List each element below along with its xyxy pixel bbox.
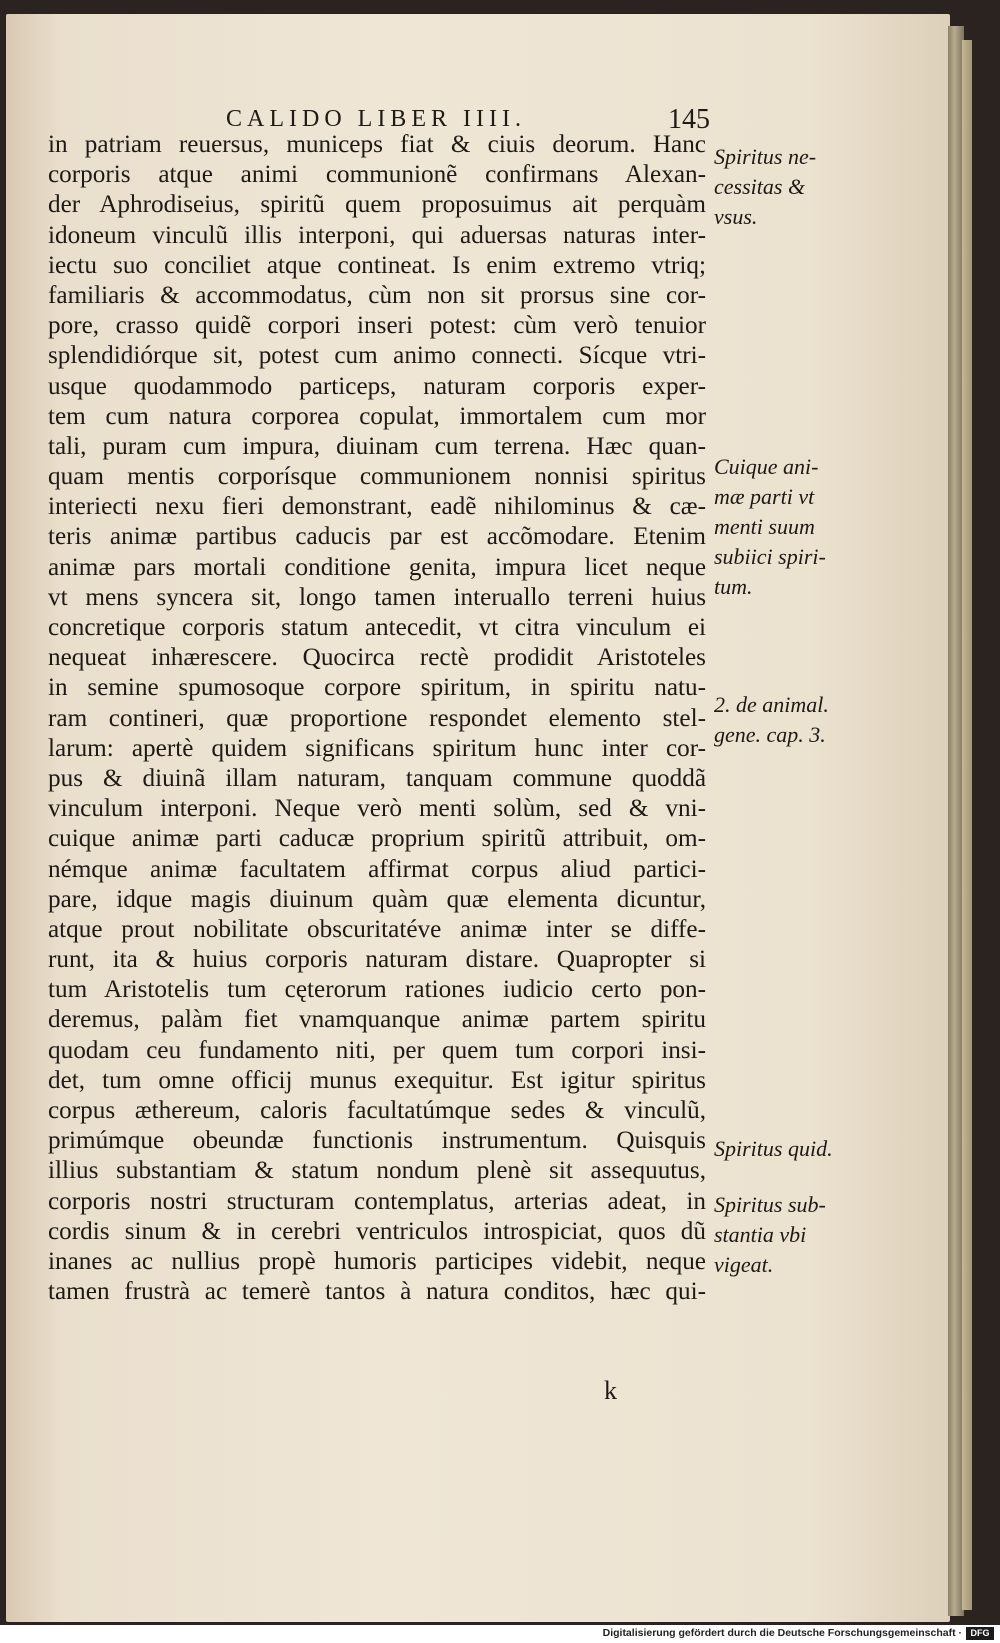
text-line: iectu suo conciliet atque contineat. Is enim extremo vtriq; (48, 251, 706, 279)
text-line: vt mens syncera sit, longo tamen interuallo terreni huius (48, 583, 706, 611)
text-line: interiecti nexu fieri demonstrant, eadẽ nihilominus & cæ- (48, 493, 706, 521)
text-line: runt, ita & huius corporis naturam distare. Quapropter si (48, 946, 706, 974)
text-line: nequeat inhærescere. Quocirca rectè prodidit Aristoteles (48, 644, 706, 672)
text-line: usque quodammodo particeps, naturam corporis exper- (48, 372, 706, 400)
text-line: némque animæ facultatem affirmat corpus aliud partici- (48, 855, 706, 883)
marginal-note-line: subiici spiri- (714, 544, 826, 569)
page-edge-inner (962, 40, 972, 1610)
text-line: pus & diuinã illam naturam, tanquam commune quoddã (48, 764, 706, 792)
marginal-note-line: vsus. (714, 204, 758, 229)
text-line: in patriam reuersus, municeps fiat & ciuis deorum. Hanc (48, 131, 706, 158)
text-line: teris animæ partibus caducis par est accõmodare. Etenim (48, 523, 706, 551)
running-title: CALIDO LIBER IIII. (226, 106, 526, 132)
text-line: animæ pars mortali conditione genita, impura licet neque (48, 553, 706, 581)
text-line: quam mentis corporísque communionem nonnisi spiritus (48, 463, 706, 491)
marginal-note (714, 1134, 864, 1164)
marginal-note-line: gene. cap. 3. (714, 722, 826, 747)
text-line: tum Aristotelis tum cęterorum rationes iudicio certo pon- (48, 976, 706, 1004)
text-line: deremus, palàm fiet vnamquanque animæ partem spiritu (48, 1006, 706, 1034)
text-line: ram contineri, quæ proportione respondet elemento stel- (48, 704, 706, 732)
text-line: corporis atque animi communionẽ confirmans Alexan- (48, 161, 706, 189)
text-line: tamen frustrà ac temerè tantos à natura conditos, hæc qui- (48, 1278, 706, 1306)
marginal-note-line: Spiritus sub- (714, 1192, 826, 1217)
text-line: illius substantiam & statum nondum plenè sit assequutus, (48, 1157, 706, 1185)
marginal-note (714, 452, 864, 602)
text-line: quodam ceu fundamento niti, per quem tum corpori insi- (48, 1036, 706, 1064)
marginal-note-line: menti suum (714, 514, 815, 539)
text-line: tem cum natura corporea copulat, immortalem cum mor (48, 402, 706, 430)
text-line: larum: apertè quidem significans spiritum hunc inter cor- (48, 734, 706, 762)
text-line: det, tum omne officij munus exequitur. Est igitur spiritus (48, 1066, 706, 1094)
text-line: corporis nostri structuram contemplatus, arterias adeat, in (48, 1187, 706, 1215)
marginal-note (714, 690, 864, 750)
text-line: tali, puram cum impura, diuinam cum terrena. Hæc quan- (48, 432, 706, 460)
text-line: vinculum interponi. Neque verò menti solùm, sed & vni- (48, 795, 706, 823)
text-line: primúmque obeundæ functionis instrumentum. Quisquis (48, 1127, 706, 1155)
text-line: inanes ac nullius propè humoris participes videbit, neque (48, 1247, 706, 1275)
marginal-note-line: Cuique ani- (714, 454, 819, 479)
signature-mark: k (604, 1376, 617, 1405)
dfg-logo: DFG (966, 1627, 994, 1640)
text-line: in semine spumosoque corpore spiritum, in spiritu natu- (48, 674, 706, 702)
text-line: familiaris & accommodatus, cùm non sit prorsus sine cor- (48, 281, 706, 309)
marginal-note (714, 142, 864, 232)
marginal-note-line: tum. (714, 574, 753, 599)
footer-credit: Digitalisierung gefördert durch die Deutsche Forschungsgemeinschaft · (602, 1627, 962, 1639)
text-line: concretique corporis statum antecedit, vt citra vinculum ei (48, 614, 706, 641)
marginal-note-line: cessitas & (714, 174, 806, 199)
text-line: cordis sinum & in cerebri ventriculos introspiciat, quos dũ (48, 1217, 706, 1245)
marginal-note-line: mæ parti vt (714, 484, 815, 509)
marginal-note-line: 2. de animal. (714, 692, 829, 717)
marginal-note-line: Spiritus quid. (714, 1136, 833, 1161)
marginal-note-line: vigeat. (714, 1252, 774, 1277)
text-line: corpus æthereum, caloris facultatúmque sedes & vinculũ, (48, 1097, 706, 1124)
text-line: pare, idque magis diuinum quàm quæ elementa dicuntur, (48, 885, 706, 913)
marginal-note (714, 1190, 864, 1280)
text-line: atque prout nobilitate obscuritatéve animæ inter se diffe- (48, 915, 706, 943)
folio-number: 145 (668, 104, 710, 135)
text-line: cuique animæ parti caducæ proprium spiritũ attribuit, om- (48, 825, 706, 853)
marginal-note-line: Spiritus ne- (714, 144, 817, 169)
text-line: idoneum vinculũ illis interponi, qui aduersas naturas inter- (48, 221, 706, 249)
text-line: pore, crasso quidẽ corpori inseri potest: cùm verò tenuior (48, 312, 706, 340)
marginal-note-line: stantia vbi (714, 1222, 807, 1247)
text-line: der Aphrodiseius, spiritũ quem proposuimus ait perquàm (48, 191, 706, 219)
text-line: splendidiórque sit, potest cum animo connecti. Sícque vtri- (48, 342, 706, 370)
main-text-block (48, 130, 706, 1307)
